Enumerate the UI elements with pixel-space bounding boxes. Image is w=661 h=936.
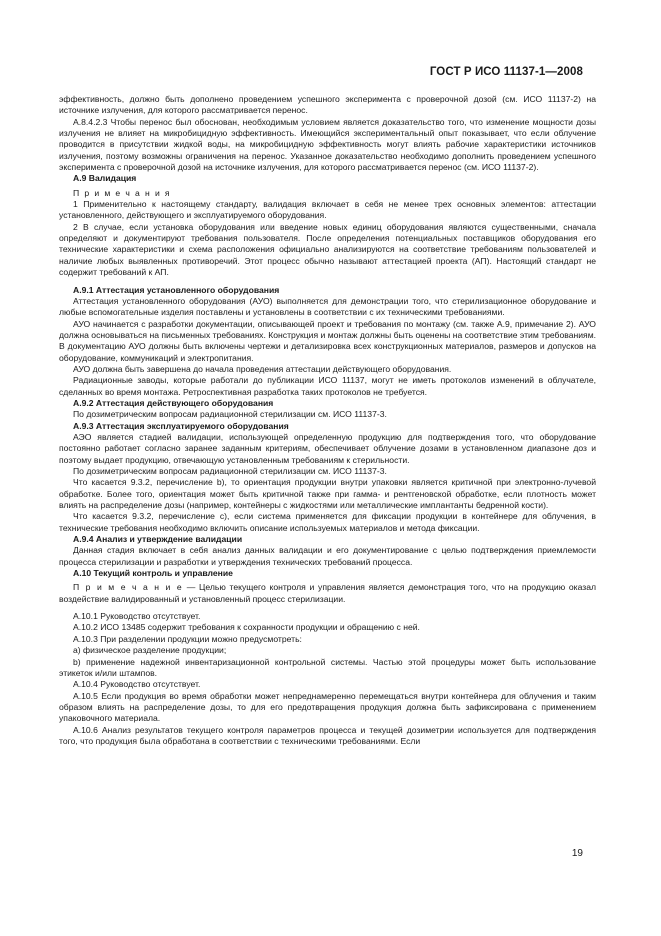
section-heading-a93: А.9.3 Аттестация эксплуатируемого оборудования <box>73 420 289 431</box>
document-body <box>59 94 596 747</box>
paragraph: А.10.3 При разделении продукции можно предусмотреть: <box>73 633 302 644</box>
paragraph: Аттестация установленного оборудования (АУО) выполняется для демонстрации того, что стерилизационное оборудование и любые вспомогательные изделия поставлены и установлены в соответствии с их техническими требованиями. <box>59 295 596 318</box>
paragraph: АУО должна быть завершена до начала проведения аттестации действующего оборудования. <box>73 363 452 374</box>
paragraph: По дозиметрическим вопросам радиационной стерилизации см. ИСО 11137-3. <box>73 409 387 420</box>
section-heading-a94: А.9.4 Анализ и утверждение валидации <box>73 534 243 545</box>
section-heading-a10: А.10 Текущий контроль и управление <box>73 568 233 579</box>
paragraph: А.10.5 Если продукция во время обработки может непреднамеренно перемещаться внутри контейнера для облучения и таким образом влиять на распределение дозы, то для его предотвращения продукция должна быть зафиксирована с применением упаковочного материала. <box>59 690 596 724</box>
paragraph: А.8.4.2.3 Чтобы перенос был обоснован, необходимым условием является доказательство того, что изменение мощности дозы излучения не влияет на микробицидную эффективность. Имеющийся экспериментальный опыт показывает, что если облучение проводится в присутствии жидкой воды, на микробицидную эффективность могут влиять рабочие характеристики источников излучения, поэтому возможны ограничения на перенос. Указанное доказательство необходимо дополнить проведением успешного эксперимента с проверочной дозой на источнике излучения, для которого рассматривается перенос (см. ИСО 11137-2). <box>59 116 596 173</box>
paragraph: Радиационные заводы, которые работали до публикации ИСО 11137, могут не иметь протоколов изменений в облучателе, сделанных во время монтажа. Ретроспективная разработка таких протоколов не требуется. <box>59 375 596 397</box>
paragraph: А.10.2 ИСО 13485 содержит требования к сохранности продукции и обращению с ней. <box>73 622 420 633</box>
list-item: a) физическое разделение продукции; <box>73 645 227 656</box>
paragraph: Данная стадия включает в себя анализ данных валидации и его документирование с целью подтверждения приемлемости процесса стерилизации и разработки и утверждения технических требований процесса. <box>59 545 596 567</box>
paragraph: По дозиметрическим вопросам радиационной стерилизации см. ИСО 11137-3. <box>73 466 387 476</box>
note-item: 1 Применительно к настоящему стандарту, валидация включает в себя не менее трех основных элементов: аттестации установленного, действующего и эксплуатируемого оборудования. <box>59 199 596 221</box>
paragraph: АЭО является стадией валидации, использующей определенную продукцию для подтверждения того, что оборудование постоянно работает согласно заранее заданным критериям, обеспечивает облучение дозами в установленном диапазоне доз и поэтому выдает продукцию, отвечающую установленным требованиям к стерильности. <box>59 431 596 465</box>
paragraph: эффективность, должно быть дополнено проведением успешного эксперимента с проверочной дозой (см. ИСО 11137-2) на источнике излучения, для которого рассматривается перенос. <box>59 94 596 116</box>
section-heading-a91: А.9.1 Аттестация установленного оборудования <box>73 284 280 295</box>
paragraph: А.10.6 Анализ результатов текущего контроля параметров процесса и текущей дозиметрии используется для подтверждения того, что продукция была обработана в соответствии с техническими требованиями. Если <box>59 724 596 746</box>
notes-label: П р и м е ч а н и я <box>73 187 171 198</box>
note-paragraph <box>59 582 596 605</box>
paragraph: Что касается 9.3.2, перечисление b), то ориентация продукции внутри упаковки является критичной при электронно-лучевой обработке. Более того, ориентация может быть критичной также при гамма- и рентгеновской обработке, если плотность может влиять на распределение дозы (например, контейнеры с жидкостями или металлические имплантанты бедренной кости). <box>59 477 596 511</box>
note-text: — Целью текущего контроля и управления является демонстрация того, что на продукцию оказал воздействие валидированный и установленный процесс стерилизации. <box>59 582 596 604</box>
paragraph: Что касается 9.3.2, перечисление c), если система применяется для фиксации продукции в контейнере для облучения, в технические требования необходимо включить описание используемых материалов и метода фиксации. <box>59 511 596 533</box>
page-number: 19 <box>571 848 583 859</box>
paragraph: А.10.1 Руководство отсутствует. <box>73 611 201 622</box>
document-header: ГОСТ Р ИСО 11137-1—2008 <box>429 66 583 78</box>
note-label: П р и м е ч а н и е <box>73 582 183 593</box>
paragraph: АУО начинается с разработки документации, описывающей проект и требования по монтажу (см. также А.9, примечание 2). АУО должна основываться на письменных требованиях. Конструкция и монтаж должны быть оценены на соответствие этим требованиям. В документацию АУО должны быть включены чертежи и детализировка всех конструкционных материалов, размеров и допусков на оборудование, коммуникаций и электропитания. <box>59 318 596 363</box>
section-heading-a92: А.9.2 Аттестация действующего оборудования <box>73 397 274 408</box>
paragraph: А.10.4 Руководство отсутствует. <box>73 679 201 690</box>
section-heading-a9: А.9 Валидация <box>73 173 137 184</box>
list-item: b) применение надежной инвентаризационной контрольной системы. Частью этой процедуры может быть использование этикеток и/или штампов. <box>59 656 596 678</box>
note-item: 2 В случае, если установка оборудования или введение новых единиц оборудования являются существенными, сначала определяют и документируют требования пользователя. После определения потенциальных поставщиков оборудования его технические характеристики и схема расположения официально анализируются на соответствие требованиям пользователей и наличие любых выявленных противоречий. Этот процесс обычно называют аттестацией проекта (АП). Настоящий стандарт не содержит требований к АП. <box>59 221 596 278</box>
